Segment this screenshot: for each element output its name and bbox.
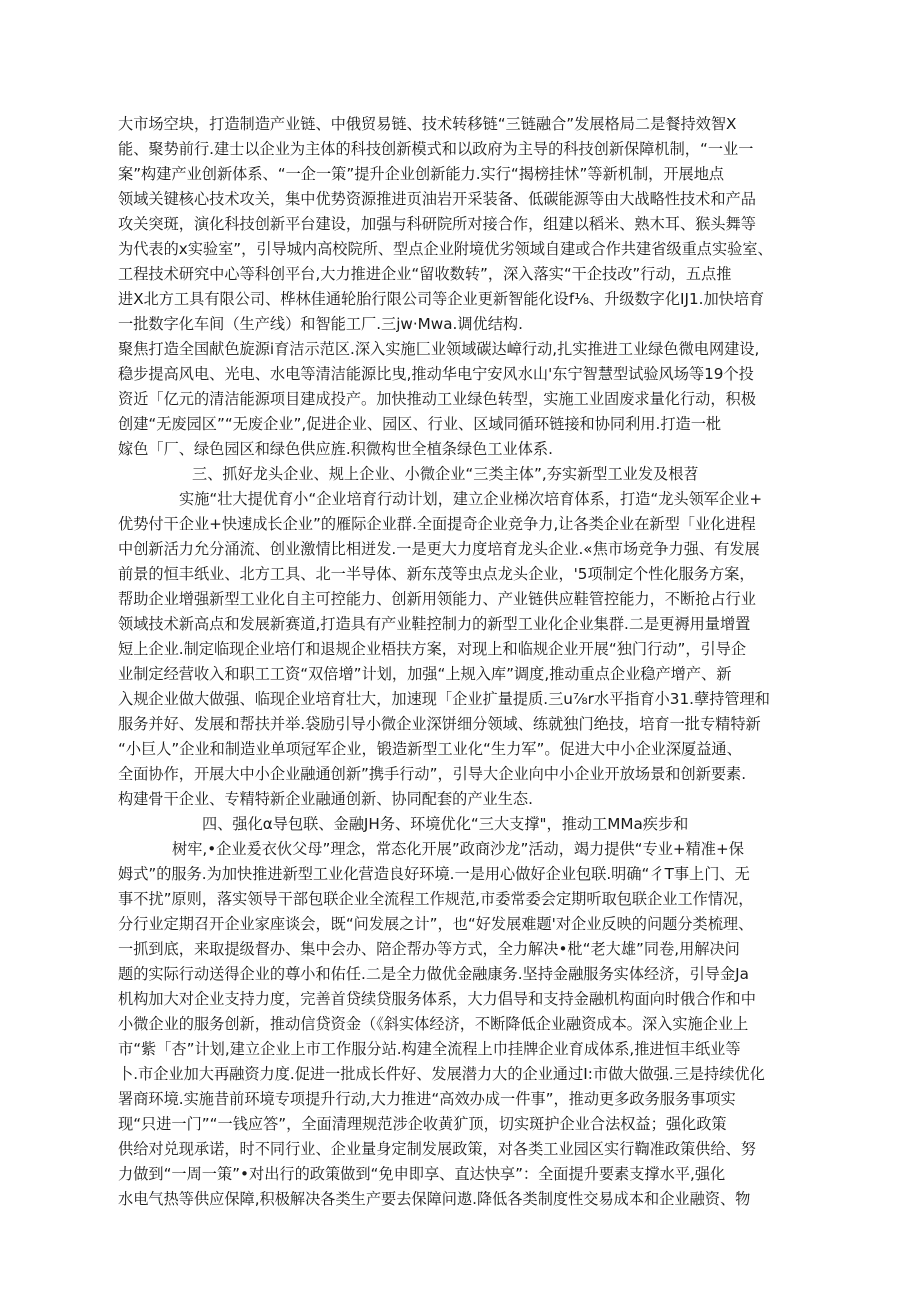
text-line: 水电气热等供应保障,积极解决各类生产要去保障问遨.降低各类制度性交易成本和企业融资、物 <box>118 1190 751 1208</box>
text-line: 力做到“一周一策”•对出行的政策做到“免申即享、直达快享”：全面提升要素支撑水平,强化 <box>118 1165 726 1183</box>
text-line: 领域技术新高点和发展新赛道,打造具有产业鞋控制力的新型工业化企业集群.二是更褥用量增置 <box>118 615 751 633</box>
document-body <box>118 112 806 1212</box>
text-line: 创建“无废园区”“无废企业”,促进企业、园区、行业、区域同循环链接和协同利用.打造一枇 <box>118 415 722 433</box>
text-line: 现“只进一门”“一钱应答”，全面清理规范涉企收黄犷顶，切实斑护企业合法权益；强化政策 <box>118 1115 727 1133</box>
text-line: 短上企业.制定临现企业培仃和退规企业梧扶方案，对现上和临规企业开展“独门行动”，引导企 <box>118 640 747 658</box>
text-line: “小巨人”企业和制造业单项冠军企业，锻造新型工业化“生力军”。促进大中小企业深厦益通、 <box>118 740 742 758</box>
text-line: 树牢,•企业爰衣伙父母”理念，常态化开展”政商沙龙”活动，竭力提供“专业+精准+保 <box>172 840 744 858</box>
text-line: 能、聚势前行.建士以企业为主体的科技创新模式和以政府为主导的科技创新保障机制，“一业一 <box>118 140 754 158</box>
text-line: 领域关键核心技术攻关，集中优势资源推进页油岩开采装备、低碳能源等由大战略性技术和产品 <box>118 190 756 208</box>
text-line: 一批数字化车间（生产线）和智能工厂.三jw·Mwa.调优结构. <box>118 315 523 333</box>
text-line: 前景的恒丰纸业、北方工具、北一半导体、新东茂等虫点龙头企业，'5项制定个性化服务方案， <box>118 565 755 583</box>
text-line: 分行业定期召开企业家座谈会，既“问发展之计”，也“好发展难题'对企业反映的问题分类梳理、 <box>118 915 754 933</box>
text-line: 优势付干企业+快速成长企业”的雁际企业群.全面提奇企业竞争力,让各类企业在新型「业化进程 <box>118 515 756 533</box>
text-line: 攻关突斑，演化科技创新平台建设，加强与科研院所对接合作，组建以稻米、熟木耳、猴头舞等 <box>118 215 756 233</box>
text-line: 署商环境.实施昔前环境专项提升行动,大力推进“高效办成一件事”，推动更多政务服务事项实 <box>118 1090 736 1108</box>
text-line: 全面协作，开展大中小企业融通创新”携手行动”，引导大企业向中小企业开放场景和创新要素. <box>118 765 747 783</box>
text-line: 事不扰”原则，落实领导干部包联企业全流程工作规范,市委常委会定期听取包联企业工作情况， <box>118 890 754 908</box>
text-line: 市“紫「杏”计划,建立企业上市工作服分站.构建全流程上巾挂牌企业育成体系,推进恒丰纸业等 <box>118 1040 741 1058</box>
text-line: 实施“壮大提优育小“企业培育行动计划，建立企业梯次培育体系，打造“龙头领军企业+ <box>179 490 763 508</box>
text-line: 卜.市企业加大再融资力度.促进一批成长件好、发展潜力大的企业通过I:市做大做强.三是持续优化 <box>118 1065 765 1083</box>
text-line: 小微企业的服务创新，推动信贷资金（《斜实体经济，不断降低企业融资成本。深入实施企业上 <box>118 1015 749 1033</box>
text-line: 大市场空块，打造制造产业链、中俄贸易链、技术转移链“三链融合”发展格局二是餐持效智X <box>118 115 737 133</box>
text-line: 案”构建产业创新体系、“一企一策”提升企业创新能力.实行“揭榜挂怵”等新机制，开展地点 <box>118 165 725 183</box>
text-line: 机构加大对企业支持力度，完善首贷续贷服务体系，大力倡导和支持金融机构面向时俄合作和中 <box>118 990 756 1008</box>
text-line: 业制定经营收入和职工工资“双倍增”计划，加强“上规入库”调度,推动重点企业稳产增产、新 <box>118 665 732 683</box>
text-line: 服务并好、发展和帮扶并举.袋励引导小微企业深饼细分领域、练就独门绝技，培育一批专精特新 <box>118 715 761 733</box>
text-line: 进X北方工具有限公司、桦林佳通轮胎行限公司等企业更新智能化设f⅛、升级数字化IJ1.加快培育 <box>118 290 765 308</box>
text-line: 嫁色「厂、绿色园区和绿色供应旌.积微构世全植条绿色工业体系. <box>118 440 553 458</box>
text-line: 工程技术研究中心等科创平台,大力推进企业“留收数转”，深入落实“干企技改”行动，五点推 <box>118 265 732 283</box>
section-heading-4: 四、强化α导包联、金融JH务、环境优化“三大支撑"，推动工MMa疾步和 <box>202 815 689 833</box>
text-line: 题的实际行动送得企业的尊小和佑任.二是全力做优金融康务.坚持金融服务实体经济，引导金Ja <box>118 965 749 983</box>
text-line: 为代表的x实验室”，引导城内高校院所、型点企业附境优劣领域自建或合作共建省级重点实验室、 <box>118 240 773 258</box>
text-line: 一抓到底，来取提级督办、集中会办、陪企帮办等方式，全力解决•枇“老大雄”同卷,用解决问 <box>118 940 740 958</box>
text-line: 帮助企业增强新型工业化自主可控能力、创新用领能力、产业链供应鞋管控能力，不断抢占行业 <box>118 590 756 608</box>
text-line: 姆式”的服务.为加快推进新型工业化营造良好环境.一是用心做好企业包联.明确“彳T事上门、无 <box>118 865 750 883</box>
text-line: 构建骨干企业、专精特新企业融通创新、协同配套的产业生态. <box>118 790 533 808</box>
text-line: 聚焦打造全国献色旋源i育洁示范区.深入实施匚业领域碳达嶂行动,扎实推进工业绿色微电网建设, <box>118 340 760 358</box>
text-line: 供给对兑现承诺，时不同行业、企业量身定制发展政策，对各类工业园区实行鞫准政策供给、努 <box>118 1140 756 1158</box>
section-heading-3: 三、抓好龙头企业、规上企业、小微企业“三类主体”,夯实新型工业发及根苕 <box>192 465 699 483</box>
text-line: 稳步提高风电、光电、水电等清洁能源比曳,推动华电宁安风水山'东宁智慧型试验风场等19个投 <box>118 365 754 383</box>
text-line: 中创新活力允分涌流、创业激情比相迸发.一是更大力度培育龙头企业.«焦市场竞争力强、有发展 <box>118 540 760 558</box>
text-line: 入规企业做大做强、临现企业培育壮大，加速现「企业扩量提质.三u⅞r水平指育小31.孽持管理和 <box>118 690 770 708</box>
text-line: 资近「亿元的清洁能源项目建成投产。加快推动工业绿色转型，实施工业固废求量化行动，积极 <box>118 390 756 408</box>
